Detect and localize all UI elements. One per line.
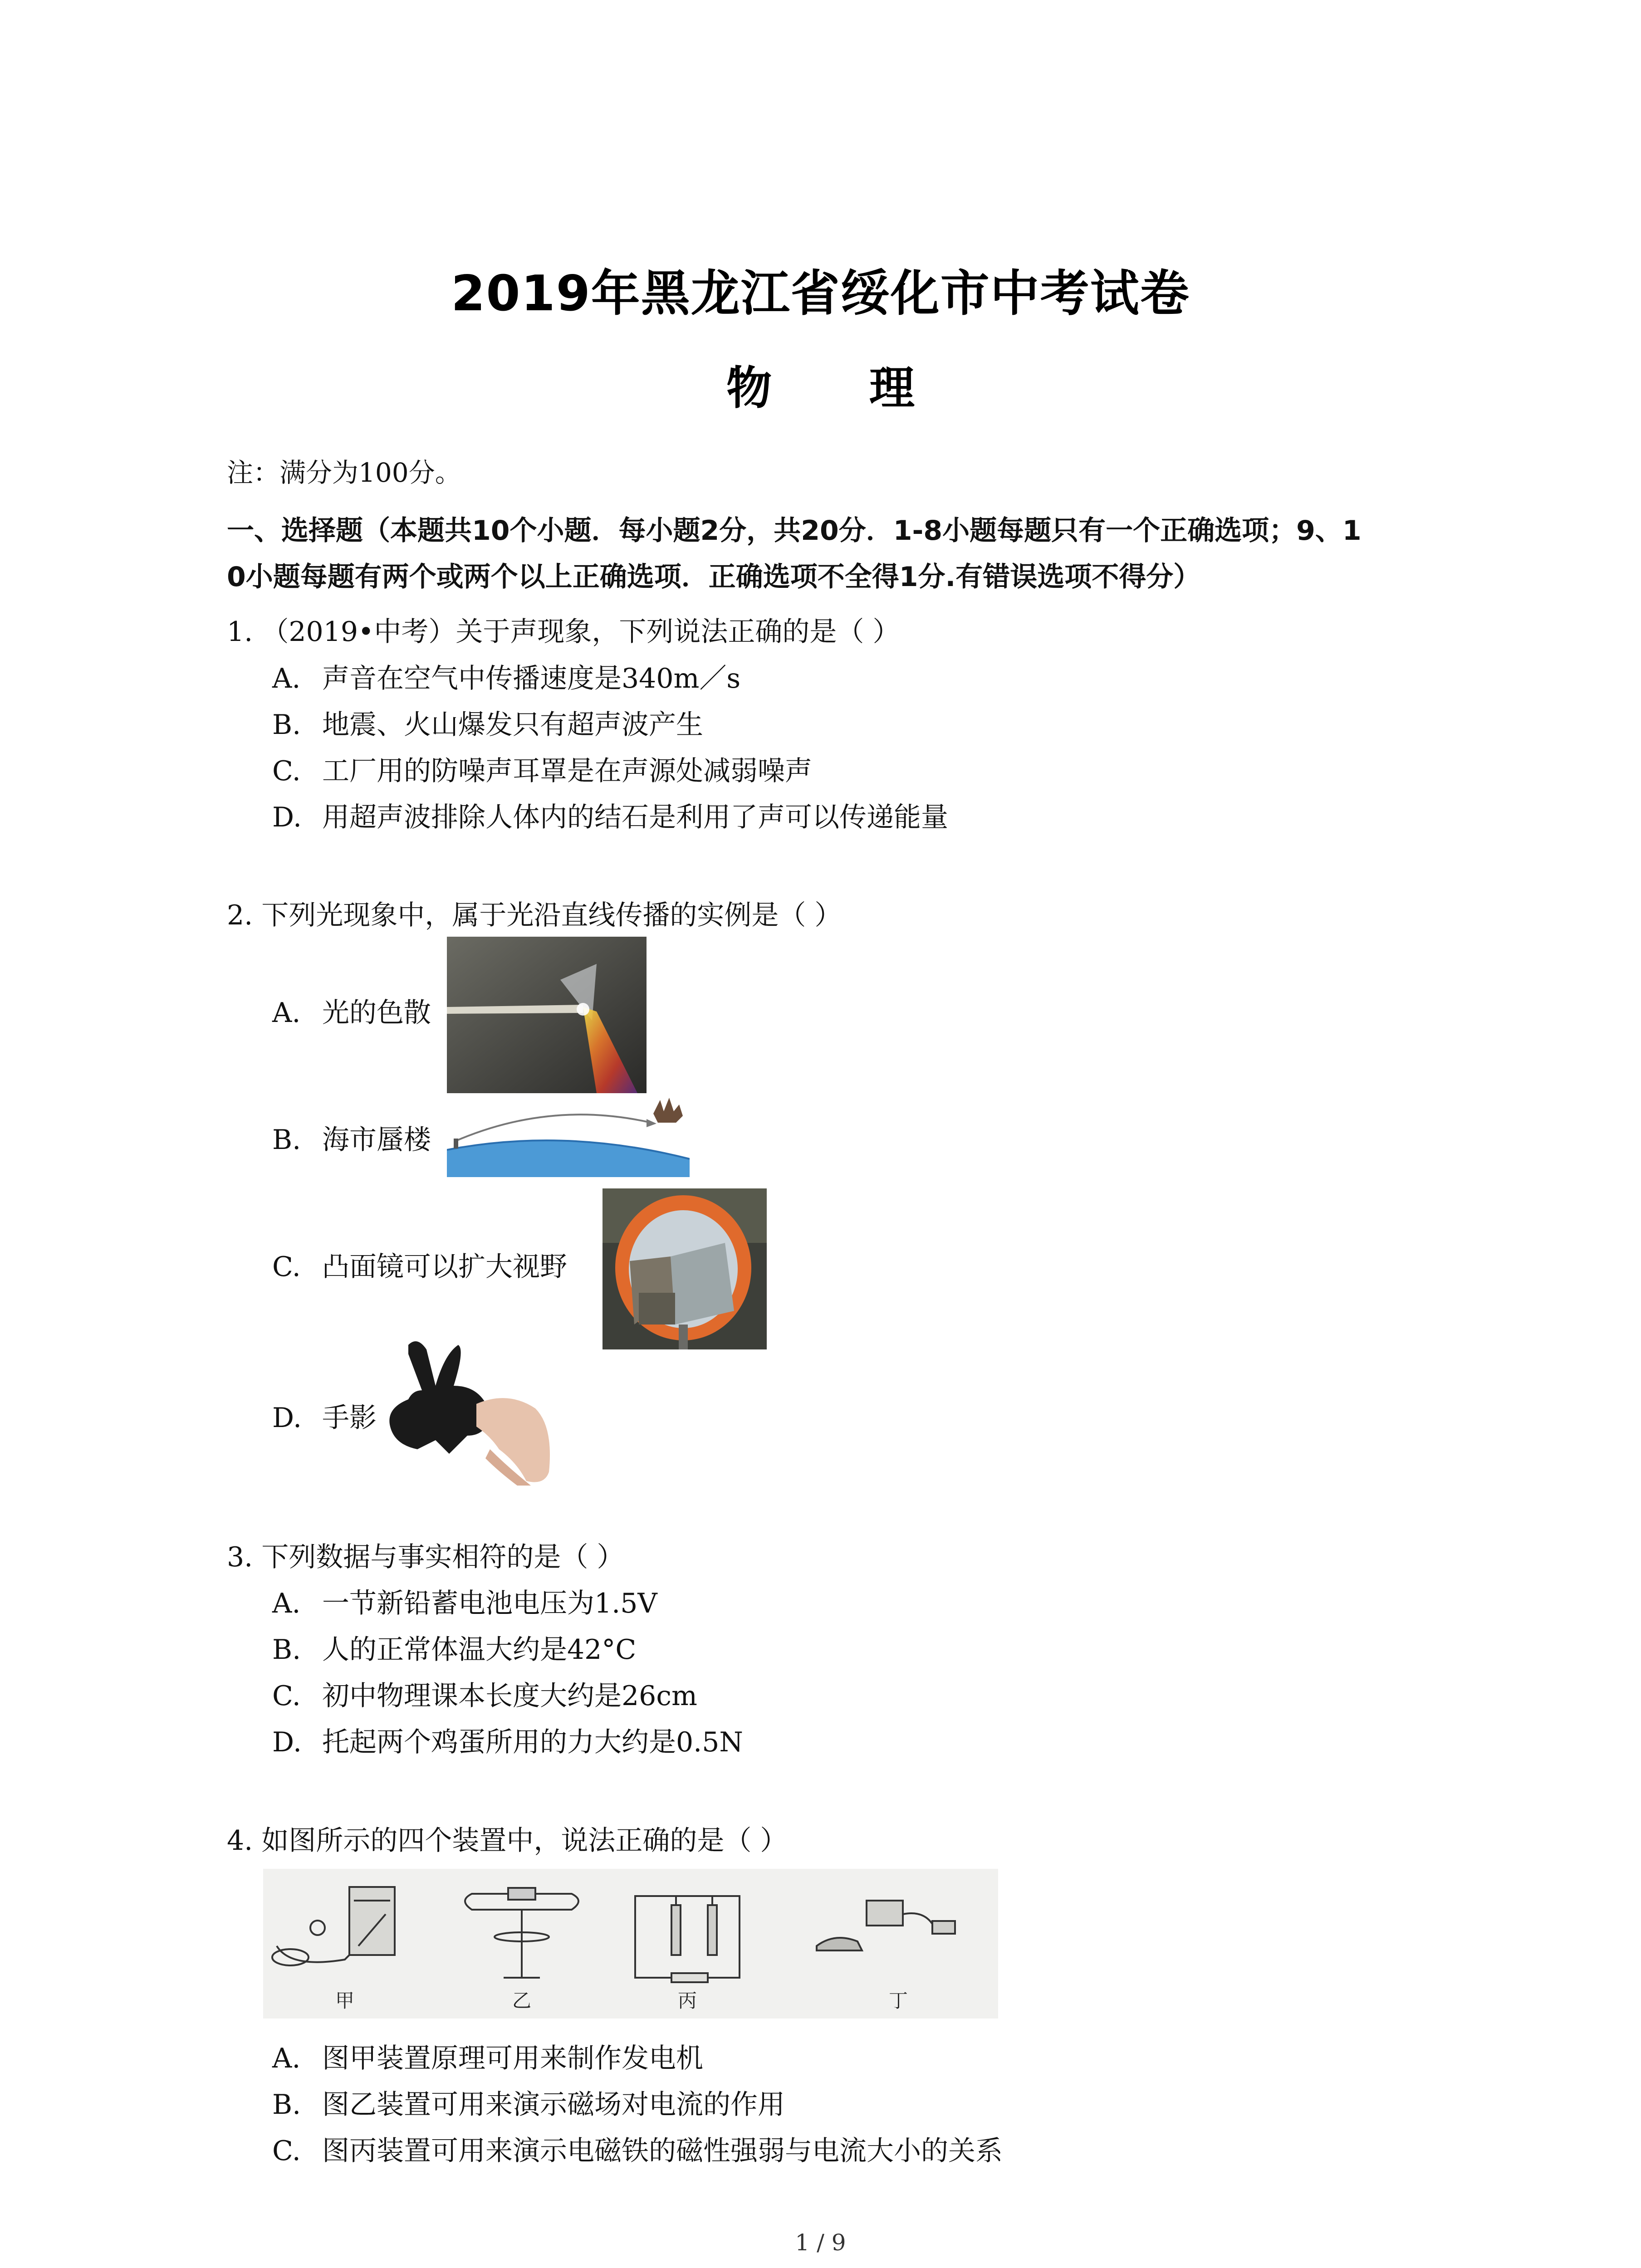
option-text: 初中物理课本长度大约是26cm — [322, 1680, 697, 1712]
convex-mirror-image — [603, 1188, 767, 1349]
option-label: C. — [272, 2135, 301, 2167]
section-heading-line2: 0小题每题有两个或两个以上正确选项．正确选项不全得1分.有错误选项不得分） — [227, 561, 1201, 593]
q1-option-c — [272, 749, 812, 788]
page-number: 1 / 9 — [795, 2229, 846, 2256]
option-text: 图乙装置可用来演示磁场对电流的作用 — [322, 2089, 785, 2121]
option-label: A. — [272, 2043, 301, 2074]
q4-option-a — [272, 2037, 703, 2076]
option-label: D. — [272, 1402, 302, 1434]
option-label: A. — [272, 997, 301, 1029]
option-label: A. — [272, 663, 301, 694]
figure-label-jia: 甲 — [335, 1989, 355, 2012]
question-2-stem: 2. 下列光现象中，属于光沿直线传播的实例是（ ） — [227, 899, 842, 931]
q3-option-c — [272, 1674, 697, 1713]
figure-label-ding: 丁 — [888, 1989, 908, 2012]
option-label: D. — [272, 802, 302, 833]
question-1-stem: 1. （2019•中考）关于声现象，下列说法正确的是（ ） — [227, 616, 900, 648]
mirage-diagram-image — [447, 1095, 690, 1177]
option-label: B. — [272, 1124, 301, 1156]
q4-option-b — [272, 2083, 785, 2122]
option-label: B. — [272, 709, 301, 741]
q1-option-d — [272, 796, 948, 835]
prism-dispersion-image — [447, 937, 647, 1093]
section-heading-line1: 一、选择题（本题共10个小题．每小题2分，共20分．1-8小题每题只有一个正确选项；9、1 — [227, 515, 1362, 547]
q1-option-b — [272, 703, 703, 742]
option-text: 人的正常体温大约是42°C — [322, 1634, 637, 1666]
score-note: 注：满分为100分。 — [227, 457, 461, 488]
option-text: 声音在空气中传播速度是340m／s — [322, 663, 741, 694]
option-label: D. — [272, 1726, 302, 1758]
option-text: 图丙装置可用来演示电磁铁的磁性强弱与电流大小的关系 — [322, 2135, 1003, 2167]
exam-title: 2019年黑龙江省绥化市中考试卷 — [451, 265, 1190, 322]
option-label: A. — [272, 1588, 301, 1619]
q3-option-d — [272, 1721, 743, 1760]
option-label: C. — [272, 1251, 301, 1283]
figure-label-bing: 丙 — [677, 1989, 697, 2012]
hand-shadow-rabbit-image — [381, 1336, 554, 1486]
q2-option-d — [272, 1396, 377, 1435]
q2-option-c — [272, 1245, 567, 1284]
option-text: 手影 — [322, 1402, 377, 1434]
option-text: 地震、火山爆发只有超声波产生 — [322, 709, 703, 741]
figure-label-yi: 乙 — [512, 1989, 532, 2012]
option-text: 一节新铅蓄电池电压为1.5V — [322, 1588, 657, 1619]
q1-option-a — [272, 657, 740, 696]
option-text: 海市蜃楼 — [322, 1124, 431, 1156]
option-text: 用超声波排除人体内的结石是利用了声可以传递能量 — [322, 802, 948, 833]
option-text: 光的色散 — [322, 997, 431, 1029]
q4-option-c — [272, 2129, 1003, 2168]
q2-option-a — [272, 991, 431, 1030]
option-label: C. — [272, 1680, 301, 1712]
option-label: B. — [272, 2089, 301, 2121]
option-text: 托起两个鸡蛋所用的力大约是0.5N — [322, 1726, 743, 1758]
option-text: 凸面镜可以扩大视野 — [322, 1251, 567, 1283]
option-text: 图甲装置原理可用来制作发电机 — [322, 2043, 703, 2074]
q2-option-b — [272, 1118, 431, 1157]
subject-title: 物 理 — [726, 362, 955, 415]
question-4-stem: 4. 如图所示的四个装置中，说法正确的是（ ） — [227, 1825, 788, 1857]
option-label: C. — [272, 755, 301, 787]
q3-option-a — [272, 1582, 657, 1621]
option-text: 工厂用的防噪声耳罩是在声源处减弱噪声 — [322, 755, 812, 787]
question-3-stem: 3. 下列数据与事实相符的是（ ） — [227, 1541, 624, 1573]
option-label: B. — [272, 1634, 301, 1666]
q3-option-b — [272, 1628, 636, 1667]
four-apparatus-figure — [263, 1869, 998, 2019]
